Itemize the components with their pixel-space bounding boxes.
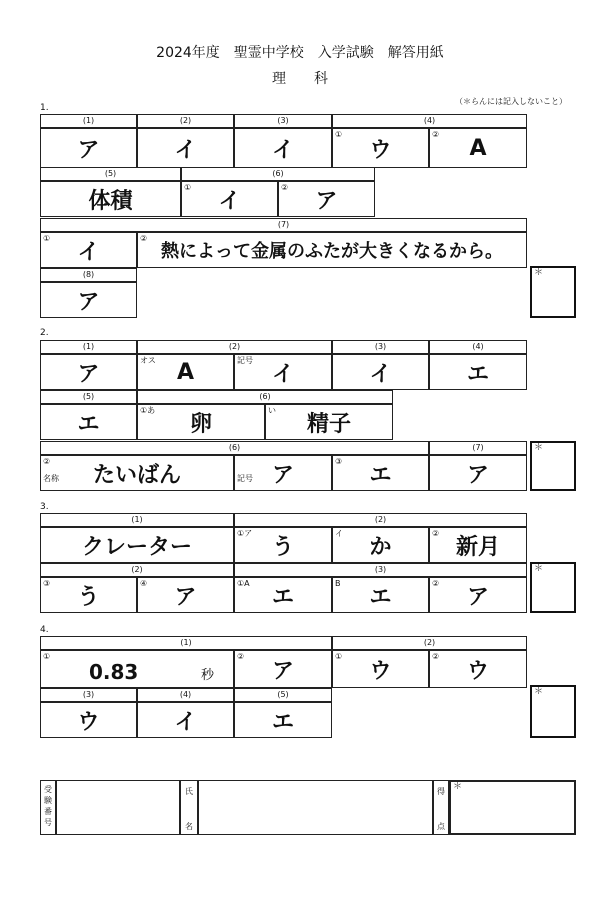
q1-answer-7-1[interactable]: ① イ [40,232,137,268]
q1-header-7: (7) [40,218,527,232]
q2-header-7: (7) [429,441,527,455]
q1-header-3: (3) [234,114,332,128]
name-label-1: 氏 [185,787,193,796]
q1-score-box[interactable]: ＊ [530,266,576,318]
q4-answer-1-1[interactable]: ① 0.83 秒 [40,650,234,688]
q1-header-4: (4) [332,114,527,128]
q2-answer-2-1[interactable]: オス A [137,354,234,390]
q1-answer-1[interactable]: ア [40,128,137,168]
q2-answer-4[interactable]: エ [429,354,527,390]
q2-answer-6-1[interactable]: ①あ 卵 [137,404,265,440]
page-title: 2024年度 聖霊中学校 入学試験 解答用紙 [156,45,444,61]
q3-answer-3-2[interactable]: B エ [332,577,429,613]
q2-answer-6b-2[interactable]: 記号 ア [234,455,332,491]
q4-header-2: (2) [332,636,527,650]
name-label-2: 名 [185,822,193,831]
q2-header-6b: (6) [40,441,429,455]
q4-header-4: (4) [137,688,234,702]
q4-answer-1-1-unit: 秒 [201,668,215,683]
q3-answer-2-1[interactable]: ①ア う [234,527,332,563]
q4-answer-1-1-value: 0.83 [89,660,139,684]
q4-answer-2-2[interactable]: ② ウ [429,650,527,688]
name-label-cell [180,780,198,835]
q1-answer-6-1[interactable]: ① イ [181,181,278,217]
q3-header-2b: (2) [40,563,234,577]
q2-answer-5[interactable]: エ [40,404,137,440]
q2-answer-1[interactable]: ア [40,354,137,390]
q1-answer-4-1[interactable]: ① ウ [332,128,429,168]
q4-answer-5[interactable]: エ [234,702,332,738]
q4-number: 4. [40,625,49,635]
q2-answer-3[interactable]: イ [332,354,429,390]
q3-header-3: (3) [234,563,527,577]
q2-header-4: (4) [429,340,527,354]
exam-number-field[interactable] [56,780,180,835]
q1-header-2: (2) [137,114,234,128]
q3-answer-2-2[interactable]: イ か [332,527,429,563]
q3-answer-3-3[interactable]: ② ア [429,577,527,613]
instruction-note: （＊らんには記入しないこと） [455,97,567,106]
q4-answer-3[interactable]: ウ [40,702,137,738]
score-label-2: 点 [437,822,445,831]
score-label-1: 得 [437,787,445,796]
q3-header-1: (1) [40,513,234,527]
q4-score-box[interactable]: ＊ [530,685,576,738]
q4-header-5: (5) [234,688,332,702]
q3-answer-2-3[interactable]: ② 新月 [429,527,527,563]
q1-header-5: (5) [40,167,181,181]
q1-answer-7-2[interactable]: ② 熱によって金属のふたが大きくなるから。 [137,232,527,268]
q1-answer-8[interactable]: ア [40,282,137,318]
q1-number: 1. [40,103,49,113]
q3-answer-3-1[interactable]: ①A エ [234,577,332,613]
q2-header-3: (3) [332,340,429,354]
q4-answer-1-2[interactable]: ② ア [234,650,332,688]
q2-answer-7[interactable]: ア [429,455,527,491]
q1-answer-3[interactable]: イ [234,128,332,168]
q4-header-1: (1) [40,636,332,650]
score-label-cell [433,780,449,835]
name-field[interactable] [198,780,433,835]
q3-score-box[interactable]: ＊ [530,562,576,613]
q2-header-1: (1) [40,340,137,354]
q3-number: 3. [40,502,49,512]
q2-header-5: (5) [40,390,137,404]
subject-title: 理 科 [272,71,328,87]
exam-number-label-cell [40,780,56,835]
q3-answer-2b-3[interactable]: ③ う [40,577,137,613]
q2-answer-6-2[interactable]: い 精子 [265,404,393,440]
q1-answer-4-2[interactable]: ② A [429,128,527,168]
q2-answer-2-2[interactable]: 記号 イ [234,354,332,390]
total-score-field[interactable]: ＊ [449,780,576,835]
q2-score-box[interactable]: ＊ [530,441,576,491]
q2-answer-6b-1[interactable]: ② 名称 たいばん [40,455,234,491]
q4-answer-2-1[interactable]: ① ウ [332,650,429,688]
q2-number: 2. [40,328,49,338]
q2-header-2: (2) [137,340,332,354]
exam-number-label: 受験番号 [44,785,52,827]
q1-answer-5[interactable]: 体積 [40,181,181,217]
q3-answer-1[interactable]: クレーター [40,527,234,563]
q2-answer-6b-3[interactable]: ③ エ [332,455,429,491]
q2-header-6: (6) [137,390,393,404]
q3-answer-2b-4[interactable]: ④ ア [137,577,234,613]
q1-header-1: (1) [40,114,137,128]
q4-header-3: (3) [40,688,137,702]
q4-answer-4[interactable]: イ [137,702,234,738]
q1-answer-2[interactable]: イ [137,128,234,168]
q3-header-2: (2) [234,513,527,527]
q1-header-6: (6) [181,167,375,181]
q1-answer-6-2[interactable]: ② ア [278,181,375,217]
q1-header-8: (8) [40,268,137,282]
